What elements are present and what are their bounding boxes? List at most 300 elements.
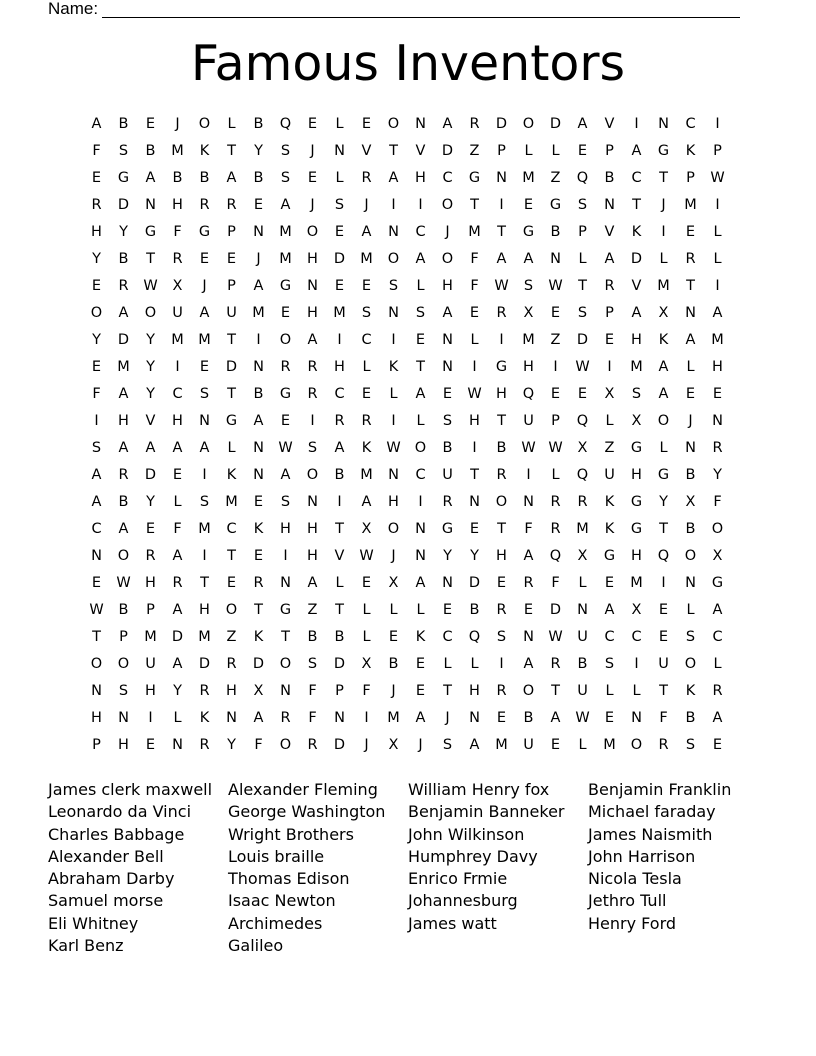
grid-letter[interactable]: S	[415, 305, 426, 321]
grid-letter[interactable]: Y	[119, 224, 128, 240]
grid-letter[interactable]: S	[199, 386, 210, 402]
grid-letter[interactable]: W	[494, 278, 509, 294]
grid-letter[interactable]: L	[686, 602, 695, 618]
grid-letter[interactable]: L	[443, 656, 452, 672]
grid-letter[interactable]: A	[577, 116, 588, 132]
grid-letter[interactable]: N	[523, 494, 534, 510]
grid-letter[interactable]: M	[360, 467, 373, 483]
grid-letter[interactable]: L	[524, 143, 533, 159]
grid-letter[interactable]: M	[360, 251, 373, 267]
grid-letter[interactable]: G	[630, 521, 643, 537]
grid-letter[interactable]: C	[631, 629, 642, 645]
grid-letter[interactable]: K	[631, 224, 642, 240]
grid-letter[interactable]: I	[472, 440, 477, 456]
grid-letter[interactable]: X	[604, 386, 615, 402]
grid-letter[interactable]: A	[172, 440, 183, 456]
grid-letter[interactable]: S	[388, 278, 399, 294]
grid-letter[interactable]: N	[280, 683, 291, 699]
grid-letter[interactable]: E	[172, 467, 183, 483]
grid-letter[interactable]: P	[119, 629, 128, 645]
grid-letter[interactable]: R	[334, 413, 345, 429]
grid-letter[interactable]: S	[577, 197, 588, 213]
grid-letter[interactable]: T	[146, 251, 155, 267]
grid-letter[interactable]: P	[335, 683, 344, 699]
grid-letter[interactable]: K	[253, 629, 264, 645]
grid-letter[interactable]: K	[361, 440, 372, 456]
grid-letter[interactable]: O	[306, 224, 319, 240]
grid-letter[interactable]: L	[713, 224, 722, 240]
grid-letter[interactable]: N	[253, 467, 264, 483]
grid-letter[interactable]: H	[172, 197, 183, 213]
grid-letter[interactable]: R	[442, 494, 453, 510]
grid-letter[interactable]: B	[199, 170, 210, 186]
grid-letter[interactable]: R	[361, 170, 372, 186]
grid-letter[interactable]: L	[227, 440, 236, 456]
grid-letter[interactable]: O	[279, 332, 292, 348]
grid-letter[interactable]: I	[175, 359, 180, 375]
grid-letter[interactable]: A	[631, 305, 642, 321]
grid-letter[interactable]: E	[550, 305, 561, 321]
grid-letter[interactable]: H	[523, 359, 534, 375]
grid-letter[interactable]: I	[634, 656, 639, 672]
grid-letter[interactable]: V	[361, 143, 372, 159]
grid-letter[interactable]: D	[252, 656, 265, 672]
grid-letter[interactable]: S	[118, 143, 129, 159]
grid-letter[interactable]: E	[658, 602, 669, 618]
grid-letter[interactable]: D	[468, 575, 481, 591]
grid-letter[interactable]: H	[172, 413, 183, 429]
grid-letter[interactable]: T	[200, 575, 209, 591]
grid-letter[interactable]: E	[415, 683, 426, 699]
grid-letter[interactable]: E	[550, 737, 561, 753]
grid-letter[interactable]: E	[658, 629, 669, 645]
grid-letter[interactable]: L	[362, 359, 371, 375]
grid-letter[interactable]: H	[307, 305, 318, 321]
grid-letter[interactable]: F	[470, 251, 479, 267]
grid-letter[interactable]: D	[549, 602, 562, 618]
grid-letter[interactable]: G	[657, 467, 670, 483]
grid-letter[interactable]: A	[199, 440, 210, 456]
grid-letter[interactable]: M	[171, 332, 184, 348]
grid-letter[interactable]: P	[605, 143, 614, 159]
grid-letter[interactable]: B	[334, 467, 345, 483]
grid-letter[interactable]: Y	[92, 251, 101, 267]
grid-letter[interactable]: O	[630, 737, 643, 753]
grid-letter[interactable]: L	[713, 656, 722, 672]
grid-letter[interactable]: Z	[307, 602, 318, 618]
grid-letter[interactable]: H	[631, 467, 642, 483]
grid-letter[interactable]: J	[445, 224, 450, 240]
grid-letter[interactable]: H	[469, 413, 480, 429]
grid-letter[interactable]: G	[522, 224, 535, 240]
grid-letter[interactable]: W	[575, 359, 590, 375]
grid-letter[interactable]: M	[198, 521, 211, 537]
grid-letter[interactable]: B	[118, 494, 129, 510]
grid-letter[interactable]: L	[173, 494, 182, 510]
grid-letter[interactable]: B	[685, 467, 696, 483]
grid-letter[interactable]: Q	[576, 170, 589, 186]
grid-letter[interactable]: R	[550, 656, 561, 672]
grid-letter[interactable]: A	[550, 710, 561, 726]
grid-letter[interactable]: G	[279, 602, 292, 618]
grid-letter[interactable]: S	[280, 170, 291, 186]
grid-letter[interactable]: E	[415, 656, 426, 672]
grid-letter[interactable]: E	[577, 386, 588, 402]
grid-letter[interactable]: E	[91, 170, 102, 186]
grid-letter[interactable]: B	[253, 386, 264, 402]
grid-letter[interactable]: T	[551, 683, 560, 699]
grid-letter[interactable]: V	[334, 548, 345, 564]
grid-letter[interactable]: I	[391, 197, 396, 213]
grid-letter[interactable]: F	[524, 521, 533, 537]
grid-letter[interactable]: C	[631, 170, 642, 186]
grid-letter[interactable]: H	[442, 278, 453, 294]
grid-letter[interactable]: E	[91, 359, 102, 375]
grid-letter[interactable]: Q	[279, 116, 292, 132]
grid-letter[interactable]: G	[657, 143, 670, 159]
grid-letter[interactable]: O	[441, 197, 454, 213]
grid-letter[interactable]: W	[278, 440, 293, 456]
grid-letter[interactable]: L	[389, 602, 398, 618]
grid-letter[interactable]: M	[225, 494, 238, 510]
grid-letter[interactable]: N	[415, 548, 426, 564]
grid-letter[interactable]: F	[173, 521, 182, 537]
grid-letter[interactable]: E	[712, 737, 723, 753]
grid-letter[interactable]: E	[226, 575, 237, 591]
grid-letter[interactable]: A	[523, 548, 534, 564]
grid-letter[interactable]: A	[307, 332, 318, 348]
grid-letter[interactable]: L	[335, 116, 344, 132]
grid-letter[interactable]: U	[523, 737, 534, 753]
grid-letter[interactable]: E	[145, 116, 156, 132]
grid-letter[interactable]: F	[308, 683, 317, 699]
grid-letter[interactable]: W	[386, 440, 401, 456]
grid-letter[interactable]: E	[307, 170, 318, 186]
grid-letter[interactable]: N	[253, 359, 264, 375]
grid-letter[interactable]: P	[686, 170, 695, 186]
grid-letter[interactable]: I	[418, 494, 423, 510]
grid-letter[interactable]: I	[634, 116, 639, 132]
grid-letter[interactable]: W	[548, 629, 563, 645]
grid-letter[interactable]: N	[334, 710, 345, 726]
grid-letter[interactable]: K	[658, 332, 669, 348]
grid-letter[interactable]: F	[92, 143, 101, 159]
grid-letter[interactable]: C	[91, 521, 102, 537]
letter-grid[interactable]	[83, 111, 740, 759]
grid-letter[interactable]: A	[442, 305, 453, 321]
grid-letter[interactable]: J	[391, 683, 396, 699]
grid-letter[interactable]: S	[685, 737, 696, 753]
grid-letter[interactable]: W	[89, 602, 104, 618]
grid-letter[interactable]: O	[90, 305, 103, 321]
grid-letter[interactable]: J	[661, 197, 666, 213]
grid-letter[interactable]: P	[227, 224, 236, 240]
grid-letter[interactable]: R	[307, 359, 318, 375]
grid-letter[interactable]: Z	[469, 143, 480, 159]
grid-letter[interactable]: I	[310, 413, 315, 429]
grid-letter[interactable]: N	[685, 305, 696, 321]
grid-letter[interactable]: M	[144, 629, 157, 645]
grid-letter[interactable]: N	[631, 710, 642, 726]
grid-letter[interactable]: T	[659, 521, 668, 537]
grid-letter[interactable]: B	[469, 602, 480, 618]
grid-letter[interactable]: N	[388, 467, 399, 483]
grid-letter[interactable]: Q	[468, 629, 481, 645]
grid-letter[interactable]: S	[199, 494, 210, 510]
grid-letter[interactable]: R	[550, 521, 561, 537]
grid-letter[interactable]: L	[659, 251, 668, 267]
grid-letter[interactable]: N	[469, 710, 480, 726]
grid-letter[interactable]: A	[118, 440, 129, 456]
grid-letter[interactable]: R	[280, 359, 291, 375]
grid-letter[interactable]: Y	[92, 332, 101, 348]
grid-letter[interactable]: E	[685, 224, 696, 240]
grid-letter[interactable]: C	[226, 521, 237, 537]
grid-letter[interactable]: U	[604, 467, 615, 483]
grid-letter[interactable]: F	[470, 278, 479, 294]
grid-letter[interactable]: H	[145, 575, 156, 591]
grid-letter[interactable]: I	[418, 197, 423, 213]
grid-letter[interactable]: G	[711, 575, 724, 591]
grid-letter[interactable]: O	[279, 737, 292, 753]
grid-letter[interactable]: J	[364, 197, 369, 213]
grid-letter[interactable]: K	[388, 359, 399, 375]
grid-letter[interactable]: P	[605, 305, 614, 321]
grid-letter[interactable]: G	[549, 197, 562, 213]
grid-letter[interactable]: L	[551, 143, 560, 159]
grid-letter[interactable]: A	[253, 710, 264, 726]
grid-letter[interactable]: R	[604, 278, 615, 294]
grid-letter[interactable]: R	[118, 467, 129, 483]
grid-letter[interactable]: U	[523, 413, 534, 429]
grid-letter[interactable]: J	[418, 737, 423, 753]
grid-letter[interactable]: O	[90, 656, 103, 672]
grid-letter[interactable]: L	[551, 467, 560, 483]
grid-letter[interactable]: Y	[146, 332, 155, 348]
grid-letter[interactable]: K	[199, 710, 210, 726]
grid-letter[interactable]: A	[172, 602, 183, 618]
grid-letter[interactable]: M	[711, 332, 724, 348]
grid-letter[interactable]: J	[310, 143, 315, 159]
grid-letter[interactable]: M	[684, 197, 697, 213]
grid-letter[interactable]: A	[685, 332, 696, 348]
grid-letter[interactable]: A	[658, 359, 669, 375]
grid-letter[interactable]: I	[715, 278, 720, 294]
grid-letter[interactable]: E	[523, 602, 534, 618]
grid-letter[interactable]: K	[685, 683, 696, 699]
grid-letter[interactable]: X	[685, 494, 696, 510]
grid-letter[interactable]: O	[225, 602, 238, 618]
grid-letter[interactable]: A	[415, 386, 426, 402]
grid-letter[interactable]: B	[685, 521, 696, 537]
grid-letter[interactable]: M	[495, 737, 508, 753]
grid-letter[interactable]: R	[658, 737, 669, 753]
grid-letter[interactable]: U	[577, 629, 588, 645]
grid-letter[interactable]: D	[549, 116, 562, 132]
grid-letter[interactable]: B	[172, 170, 183, 186]
grid-letter[interactable]: R	[199, 197, 210, 213]
grid-letter[interactable]: N	[577, 602, 588, 618]
grid-letter[interactable]: H	[307, 251, 318, 267]
grid-letter[interactable]: E	[226, 251, 237, 267]
grid-letter[interactable]: I	[661, 224, 666, 240]
grid-letter[interactable]: S	[118, 683, 129, 699]
grid-letter[interactable]: I	[499, 656, 504, 672]
grid-letter[interactable]: R	[307, 737, 318, 753]
grid-letter[interactable]: G	[603, 548, 616, 564]
grid-letter[interactable]: M	[171, 143, 184, 159]
grid-letter[interactable]: O	[441, 251, 454, 267]
grid-letter[interactable]: D	[630, 251, 643, 267]
grid-letter[interactable]: V	[604, 116, 615, 132]
grid-letter[interactable]: B	[388, 656, 399, 672]
grid-letter[interactable]: E	[199, 359, 210, 375]
grid-letter[interactable]: I	[337, 332, 342, 348]
grid-letter[interactable]: I	[256, 332, 261, 348]
grid-letter[interactable]: R	[172, 575, 183, 591]
grid-letter[interactable]: F	[254, 737, 263, 753]
grid-letter[interactable]: L	[659, 440, 668, 456]
grid-letter[interactable]: C	[334, 386, 345, 402]
grid-letter[interactable]: B	[253, 116, 264, 132]
grid-letter[interactable]: X	[631, 413, 642, 429]
grid-letter[interactable]: B	[577, 656, 588, 672]
grid-letter[interactable]: Y	[227, 737, 236, 753]
grid-letter[interactable]: H	[388, 494, 399, 510]
grid-letter[interactable]: M	[468, 224, 481, 240]
grid-letter[interactable]: N	[307, 494, 318, 510]
grid-letter[interactable]: X	[712, 548, 723, 564]
grid-letter[interactable]: P	[551, 413, 560, 429]
grid-letter[interactable]: H	[307, 548, 318, 564]
grid-letter[interactable]: E	[361, 278, 372, 294]
grid-letter[interactable]: A	[118, 305, 129, 321]
grid-letter[interactable]: T	[443, 683, 452, 699]
grid-letter[interactable]: F	[713, 494, 722, 510]
grid-letter[interactable]: N	[91, 548, 102, 564]
grid-letter[interactable]: R	[253, 575, 264, 591]
grid-letter[interactable]: A	[415, 251, 426, 267]
grid-letter[interactable]: J	[364, 737, 369, 753]
grid-letter[interactable]: U	[577, 683, 588, 699]
grid-letter[interactable]: B	[253, 170, 264, 186]
grid-letter[interactable]: M	[198, 629, 211, 645]
grid-letter[interactable]: H	[334, 359, 345, 375]
grid-letter[interactable]: X	[388, 737, 399, 753]
grid-letter[interactable]: E	[415, 332, 426, 348]
grid-letter[interactable]: T	[470, 197, 479, 213]
grid-letter[interactable]: D	[171, 629, 184, 645]
grid-letter[interactable]: O	[117, 656, 130, 672]
grid-letter[interactable]: B	[118, 116, 129, 132]
grid-letter[interactable]: Y	[146, 494, 155, 510]
grid-letter[interactable]: M	[198, 332, 211, 348]
grid-letter[interactable]: E	[91, 278, 102, 294]
grid-letter[interactable]: W	[521, 440, 536, 456]
grid-letter[interactable]: M	[630, 359, 643, 375]
grid-letter[interactable]: J	[202, 278, 207, 294]
grid-letter[interactable]: H	[280, 521, 291, 537]
grid-letter[interactable]: S	[280, 143, 291, 159]
grid-letter[interactable]: U	[226, 305, 237, 321]
grid-letter[interactable]: Q	[657, 548, 670, 564]
grid-letter[interactable]: A	[658, 386, 669, 402]
grid-letter[interactable]: I	[391, 413, 396, 429]
grid-letter[interactable]: D	[333, 656, 346, 672]
grid-letter[interactable]: D	[117, 332, 130, 348]
grid-letter[interactable]: E	[604, 575, 615, 591]
grid-letter[interactable]: L	[173, 710, 182, 726]
grid-letter[interactable]: E	[253, 548, 264, 564]
grid-letter[interactable]: N	[523, 629, 534, 645]
grid-letter[interactable]: Y	[470, 548, 479, 564]
grid-letter[interactable]: P	[713, 143, 722, 159]
grid-letter[interactable]: I	[283, 548, 288, 564]
grid-letter[interactable]: N	[91, 683, 102, 699]
grid-letter[interactable]: B	[523, 710, 534, 726]
grid-letter[interactable]: G	[279, 278, 292, 294]
grid-letter[interactable]: N	[469, 494, 480, 510]
grid-letter[interactable]: A	[253, 278, 264, 294]
grid-letter[interactable]: L	[416, 278, 425, 294]
grid-letter[interactable]: E	[604, 332, 615, 348]
grid-letter[interactable]: O	[522, 683, 535, 699]
grid-letter[interactable]: M	[657, 278, 670, 294]
grid-letter[interactable]: S	[496, 629, 507, 645]
grid-letter[interactable]: V	[604, 224, 615, 240]
grid-letter[interactable]: A	[361, 494, 372, 510]
grid-letter[interactable]: X	[523, 305, 534, 321]
grid-letter[interactable]: H	[145, 683, 156, 699]
grid-letter[interactable]: I	[202, 467, 207, 483]
grid-letter[interactable]: E	[145, 521, 156, 537]
grid-letter[interactable]: L	[686, 359, 695, 375]
grid-letter[interactable]: P	[227, 278, 236, 294]
grid-letter[interactable]: E	[442, 602, 453, 618]
grid-letter[interactable]: R	[361, 413, 372, 429]
grid-letter[interactable]: O	[387, 521, 400, 537]
grid-letter[interactable]: F	[362, 683, 371, 699]
grid-letter[interactable]: H	[496, 548, 507, 564]
grid-letter[interactable]: X	[361, 521, 372, 537]
grid-letter[interactable]: D	[144, 467, 157, 483]
grid-letter[interactable]: W	[359, 548, 374, 564]
grid-letter[interactable]: H	[496, 386, 507, 402]
grid-letter[interactable]: U	[172, 305, 183, 321]
name-underline[interactable]	[102, 3, 740, 18]
grid-letter[interactable]: T	[416, 359, 425, 375]
grid-letter[interactable]: N	[496, 170, 507, 186]
grid-letter[interactable]: A	[523, 251, 534, 267]
grid-letter[interactable]: L	[389, 386, 398, 402]
grid-letter[interactable]: E	[523, 197, 534, 213]
grid-letter[interactable]: W	[548, 278, 563, 294]
grid-letter[interactable]: Q	[576, 467, 589, 483]
grid-letter[interactable]: R	[280, 710, 291, 726]
grid-letter[interactable]: H	[469, 683, 480, 699]
grid-letter[interactable]: R	[199, 737, 210, 753]
grid-letter[interactable]: M	[252, 305, 265, 321]
grid-letter[interactable]: G	[144, 224, 157, 240]
grid-letter[interactable]: R	[496, 602, 507, 618]
grid-letter[interactable]: S	[523, 278, 534, 294]
grid-letter[interactable]: O	[684, 656, 697, 672]
grid-letter[interactable]: E	[469, 521, 480, 537]
grid-letter[interactable]: K	[604, 521, 615, 537]
grid-letter[interactable]: I	[715, 197, 720, 213]
grid-letter[interactable]: A	[712, 710, 723, 726]
grid-letter[interactable]: T	[281, 629, 290, 645]
